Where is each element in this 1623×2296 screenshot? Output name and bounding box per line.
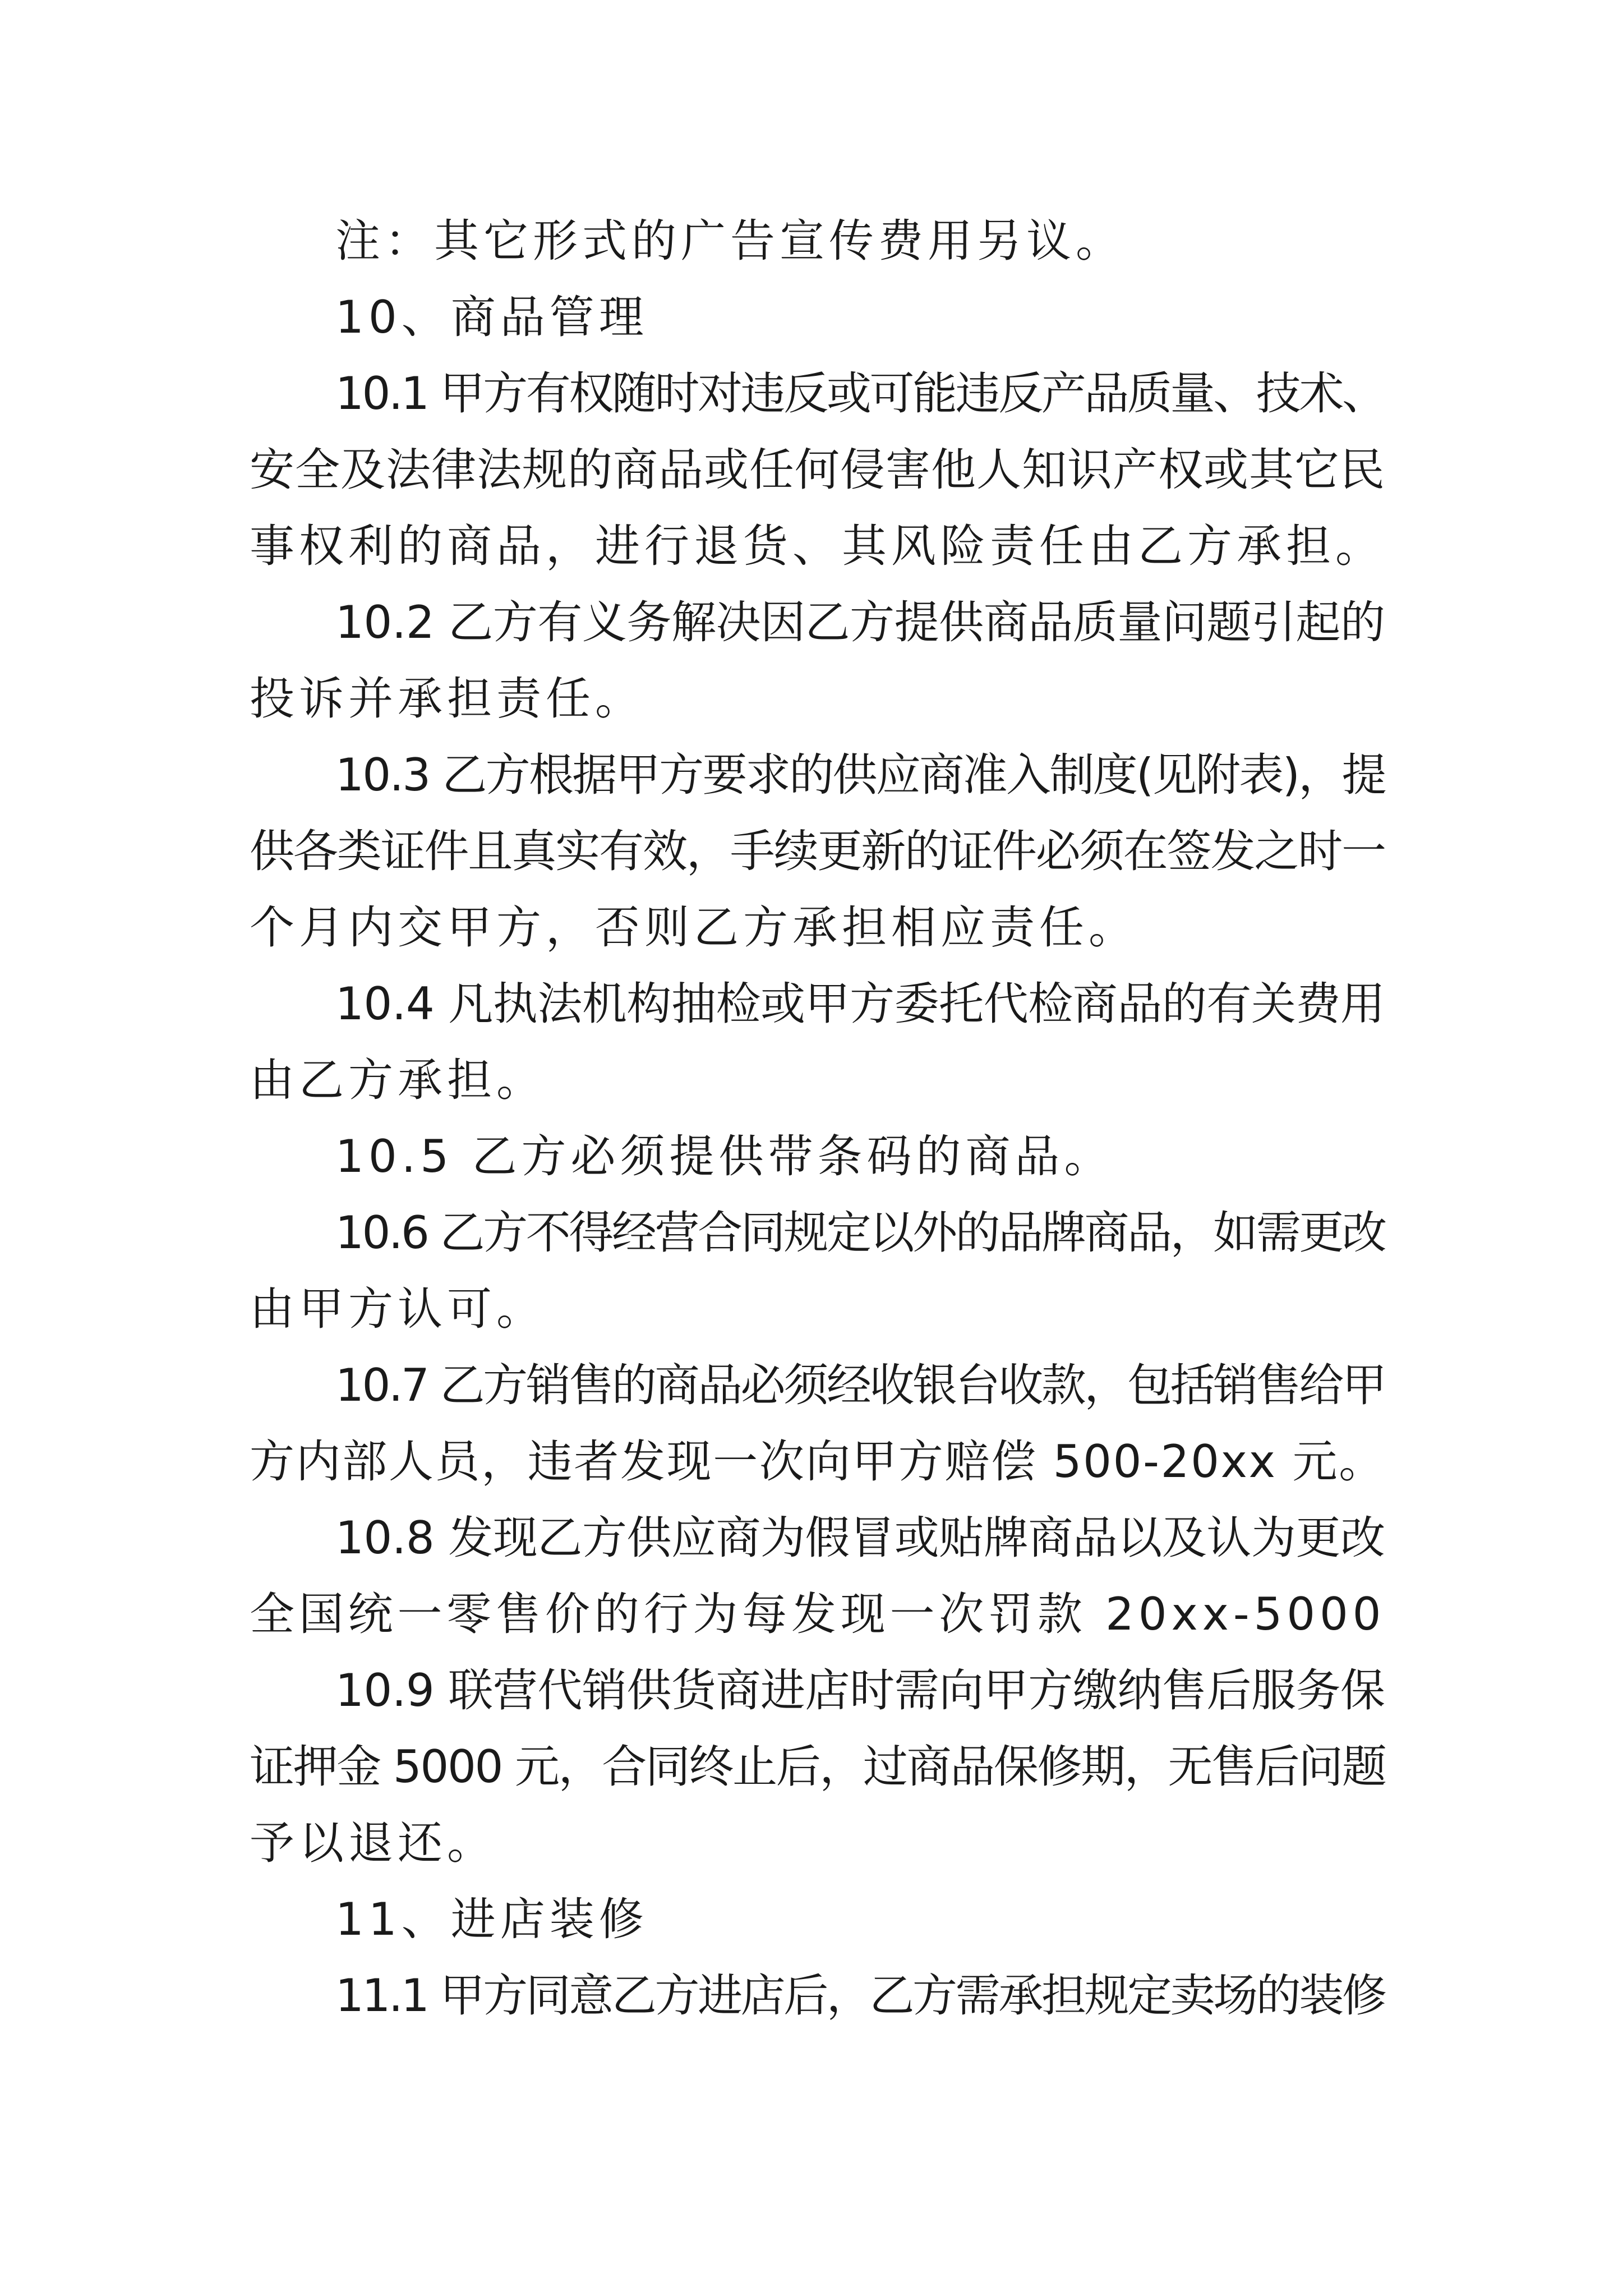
clause-10-7-line-2: 方内部人员，违者发现一次向甲方赔偿 500-20xx 元。 <box>250 1435 1385 1488</box>
clause-10-8-line-1: 10.8 发现乙方供应商为假冒或贴牌商品以及认为更改 <box>335 1512 1385 1564</box>
clause-10-6-line-1: 10.6 乙方不得经营合同规定以外的品牌商品，如需更改 <box>335 1207 1385 1259</box>
clause-10-3-line-1: 10.3 乙方根据甲方要求的供应商准入制度(见附表)，提 <box>335 749 1385 801</box>
clause-10-5-line-1: 10.5 乙方必须提供带条码的商品。 <box>335 1130 1114 1182</box>
clause-10-7-line-1: 10.7 乙方销售的商品必须经收银台收款，包括销售给甲 <box>335 1359 1385 1411</box>
note-line: 注：其它形式的广告宣传费用另议。 <box>335 215 1125 267</box>
clause-10-4-line-1: 10.4 凡执法机构抽检或甲方委托代检商品的有关费用 <box>335 978 1385 1030</box>
clause-10-3-line-2: 供各类证件且真实有效，手续更新的证件必须在签发之时一 <box>250 825 1385 877</box>
clause-10-9-line-3: 予以退还。 <box>250 1817 496 1869</box>
section-heading-10: 10、商品管理 <box>335 291 648 343</box>
clause-10-9-line-1: 10.9 联营代销供货商进店时需向甲方缴纳售后服务保 <box>335 1664 1385 1717</box>
clause-10-2-line-2: 投诉并承担责任。 <box>250 673 644 725</box>
clause-10-6-line-2: 由甲方认可。 <box>250 1283 546 1335</box>
clause-10-1-line-1: 10.1 甲方有权随时对违反或可能违反产品质量、技术、 <box>335 367 1385 420</box>
clause-10-9-line-2: 证押金 5000 元，合同终止后，过商品保修期，无售后问题 <box>250 1741 1386 1793</box>
clause-10-1-line-2: 安全及法律法规的商品或任何侵害他人知识产权或其它民 <box>250 444 1385 496</box>
clause-10-8-line-2: 全国统一零售价的行为每发现一次罚款 20xx-5000 <box>250 1588 1386 1640</box>
clause-10-3-line-3: 个月内交甲方，否则乙方承担相应责任。 <box>250 901 1138 954</box>
clause-10-4-line-2: 由乙方承担。 <box>250 1054 546 1106</box>
clause-11-1-line-1: 11.1 甲方同意乙方进店后，乙方需承担规定卖场的装修 <box>335 1970 1385 2022</box>
section-heading-11: 11、进店装修 <box>335 1893 648 1945</box>
clause-10-1-line-3: 事权利的商品，进行退货、其风险责任由乙方承担。 <box>250 520 1385 572</box>
clause-10-2-line-1: 10.2 乙方有义务解决因乙方提供商品质量问题引起的 <box>335 596 1385 648</box>
